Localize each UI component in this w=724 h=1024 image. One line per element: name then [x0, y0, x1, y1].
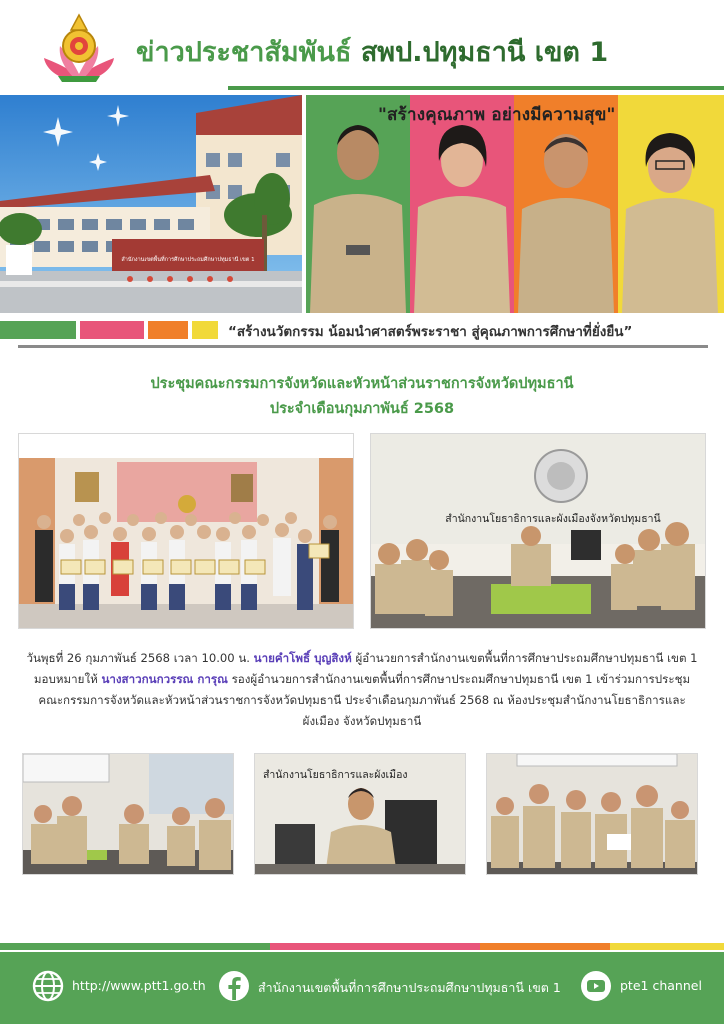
title-part-2: สพป.ปทุมธานี เขต 1 [360, 37, 609, 68]
facebook-page-link[interactable]: สำนักงานเขตพื้นที่การศึกษาประถมศึกษาปทุมธานี เขต 1 [258, 980, 561, 995]
page-footer [0, 952, 724, 1024]
title-part-1: ข่าวประชาสัมพันธ์ [136, 37, 352, 68]
color-strip-yellow [192, 321, 218, 339]
meeting-photo-left [22, 753, 234, 875]
color-strip-pink [80, 321, 144, 339]
footer-color-lines [0, 943, 724, 950]
article-body [22, 648, 702, 732]
article-date: วันพุธที่ 26 กุมภาพันธ์ 2568 เวลา 10.00 น. [26, 651, 250, 665]
building-sign-text: สำนักงานเขตพื้นที่การศึกษาประถมศึกษาปทุมธานี เขต 1 [121, 257, 255, 263]
globe-icon [32, 970, 64, 1002]
color-strip-orange [148, 321, 188, 339]
office-building-photo [0, 95, 302, 313]
article-text-2: รองผู้อำนวยการสำนักงานเขตพื้นที่การศึกษาประถมศึกษาปทุมธานี เขต 1 เข้าร่วมการประชุมคณะกรรมการจังหวัดและหัวหน้าส่วนราชการจังหวัดปทุมธานี ประจำเดือนกุมภาพันธ์ 2568 ณ ห้องประชุมสำนักงานโยธาธิการและผังเมือง จังหวัดปทุมธานี [38, 672, 691, 728]
page-header [0, 0, 724, 92]
meeting-photo-center [254, 753, 466, 875]
obec-logo [40, 12, 118, 86]
youtube-icon[interactable] [580, 970, 612, 1002]
deputy-director-name: นางสาวกนกวรรณ การุณ [101, 672, 228, 686]
news-headline-line-2: ประจำเดือนกุมภาพันธ์ 2568 [269, 401, 455, 417]
header-underline [228, 86, 724, 90]
group-photo [18, 433, 354, 629]
banner [0, 95, 724, 313]
website-link[interactable]: http://www.ptt1.go.th [72, 978, 206, 993]
sub-slogan: “สร้างนวัตกรรม น้อมนำศาสตร์พระราชา สู่คุณภาพการศึกษาที่ยั่งยืน” [228, 324, 633, 340]
color-strip-green [0, 321, 76, 339]
divider-line [18, 345, 708, 348]
meeting-room-sign: สำนักงานโยธาธิการและผังเมืองจังหวัดปทุมธานี [445, 513, 661, 525]
main-slogan: "สร้างคุณภาพ อย่างมีความสุข" [378, 105, 616, 125]
youtube-channel-link[interactable]: pte1 channel [620, 978, 702, 993]
meeting-room-photo [370, 433, 706, 629]
news-headline-line-1: ประชุมคณะกรรมการจังหวัดและหัวหน้าส่วนราชการจังหวัดปทุมธานี [150, 376, 574, 392]
page-title [136, 30, 608, 73]
director-name: นายคำโพธิ์ บุญสิงห์ [253, 651, 352, 665]
meeting-room-sign-small: สำนักงานโยธาธิการและผังเมือง [263, 769, 408, 781]
article-text-1: ผู้อำนวยการสำนักงานเขตพื้นที่การศึกษาประถมศึกษาปทุมธานี เขต 1 มอบหมายให้ [33, 651, 698, 686]
meeting-photo-right [486, 753, 698, 875]
facebook-icon[interactable] [218, 970, 250, 1002]
